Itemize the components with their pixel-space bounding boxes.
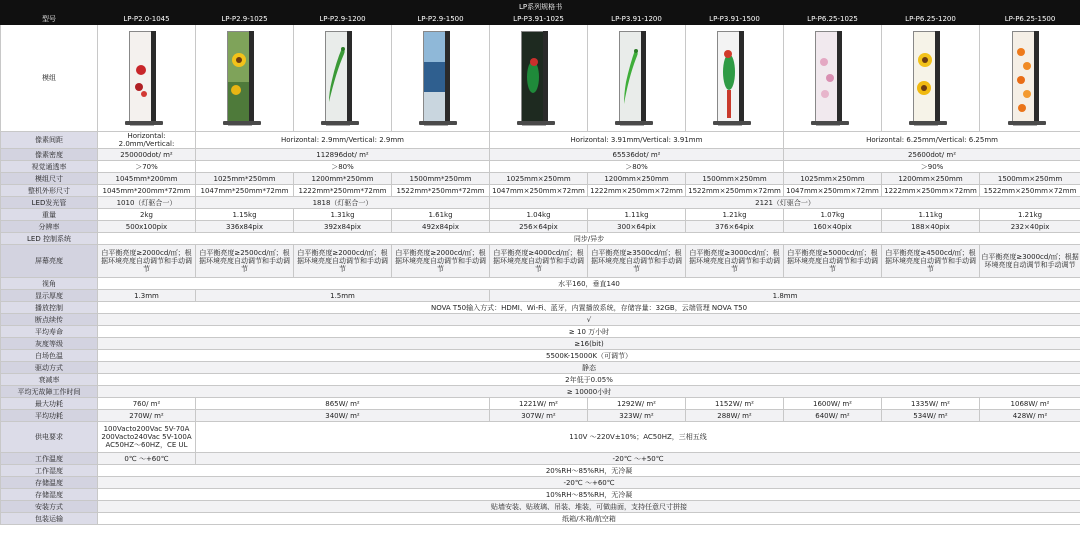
- spec-value: 188×40pix: [882, 221, 980, 233]
- spec-value: 640W/ m²: [784, 410, 882, 422]
- model-name: LP-P2.0-1045: [98, 13, 196, 25]
- spec-value: ＞90%: [784, 161, 1080, 173]
- spec-value: 1222mm×250mm×72mm: [588, 185, 686, 197]
- spec-row: [1, 149, 1080, 161]
- spec-row: [1, 245, 1080, 278]
- spec-value: ≥ 10 万小时: [98, 326, 1080, 338]
- row-label: LED 控制系统: [1, 233, 98, 245]
- spec-value: 白平衡亮度≥5000cd/㎡；根据环境亮度自动调节和手动调节: [784, 245, 882, 278]
- spec-value: 492x84pix: [392, 221, 490, 233]
- spec-value: 1152W/ m²: [686, 398, 784, 410]
- blossom-icon: [816, 32, 838, 124]
- spec-value: 1500mm*250mm: [392, 173, 490, 185]
- spec-row: [1, 314, 1080, 326]
- spec-value: 65536dot/ m²: [490, 149, 784, 161]
- spec-row: [1, 221, 1080, 233]
- spec-value: 1.04kg: [490, 209, 588, 221]
- spec-value: 1335W/ m²: [882, 398, 980, 410]
- spec-value: 288W/ m²: [686, 410, 784, 422]
- parrot-icon: [522, 32, 544, 124]
- spec-value: -20℃ ～+50℃: [196, 453, 1080, 465]
- spec-value: 1.07kg: [784, 209, 882, 221]
- spec-value: 376×64pix: [686, 221, 784, 233]
- row-label: 显示厚度: [1, 290, 98, 302]
- spec-value: 428W/ m²: [980, 410, 1080, 422]
- spec-row: [1, 465, 1080, 477]
- row-label: 平均无故障工作时间: [1, 386, 98, 398]
- spec-value: 1025mm*250mm: [196, 173, 294, 185]
- row-label: 屏幕亮度: [1, 245, 98, 278]
- spec-value: 1200mm×250mm: [588, 173, 686, 185]
- spec-value: 307W/ m²: [490, 410, 588, 422]
- row-label: 包装运输: [1, 513, 98, 525]
- row-label: 存储温度: [1, 477, 98, 489]
- spec-value: 323W/ m²: [588, 410, 686, 422]
- spec-row: [1, 161, 1080, 173]
- spec-value: 1292W/ m²: [588, 398, 686, 410]
- spec-value: 1068W/ m²: [980, 398, 1080, 410]
- spec-value: 1045mm*200mm: [98, 173, 196, 185]
- spec-value: 1.3mm: [98, 290, 196, 302]
- spec-value: Horizontal: 3.91mm/Vertical: 3.91mm: [490, 132, 784, 149]
- spec-value: 白平衡亮度≥2000cd/㎡；根据环境亮度自动调节和手动调节: [294, 245, 392, 278]
- row-label: 模组尺寸: [1, 173, 98, 185]
- spec-value: 白平衡亮度≥2000cd/㎡；根据环境亮度自动调节和手动调节: [392, 245, 490, 278]
- spec-value: 1221W/ m²: [490, 398, 588, 410]
- spec-value: 1047mm×250mm×72mm: [490, 185, 588, 197]
- spec-value: 336x84pix: [196, 221, 294, 233]
- spec-row: [1, 410, 1080, 422]
- spec-value: 256×64pix: [490, 221, 588, 233]
- spec-value: 同步/异步: [98, 233, 1080, 245]
- spec-value: ＞70%: [98, 161, 196, 173]
- model-name: LP-P3.91-1025: [490, 13, 588, 25]
- product-image: [588, 25, 686, 132]
- spec-value: 2kg: [98, 209, 196, 221]
- spec-value: 1.11kg: [882, 209, 980, 221]
- spec-row: [1, 513, 1080, 525]
- spec-value: -20℃ ～+60℃: [98, 477, 1080, 489]
- spec-value: 300×64pix: [588, 221, 686, 233]
- flower-icon: [130, 32, 152, 124]
- spec-value: 白平衡亮度≥4500cd/㎡；根据环境亮度自动调节和手动调节: [882, 245, 980, 278]
- spec-value: 1025mm×250mm: [784, 173, 882, 185]
- row-label: LED发光管: [1, 197, 98, 209]
- spec-value: 水平160，垂直140: [98, 278, 1080, 290]
- row-label: 视觉通透率: [1, 161, 98, 173]
- row-label: 白场色温: [1, 350, 98, 362]
- spec-value: NOVA T50输入方式：HDMI、Wi-Fi、蓝牙，内置播放系统，存储容量：32GB，云端管理 NOVA T50: [98, 302, 1080, 314]
- spec-value: 160×40pix: [784, 221, 882, 233]
- spec-value: 白平衡亮度≥3500cd/㎡；根据环境亮度自动调节和手动调节: [588, 245, 686, 278]
- spec-value: 1200mm*250mm: [294, 173, 392, 185]
- spec-row: [1, 489, 1080, 501]
- spec-value: 1818（灯驱合一）: [196, 197, 490, 209]
- spec-value: 1600W/ m²: [784, 398, 882, 410]
- row-label: 工作温度: [1, 453, 98, 465]
- spec-value: 25600dot/ m²: [784, 149, 1080, 161]
- lizard-icon: [620, 32, 642, 124]
- row-label: 灰度等级: [1, 338, 98, 350]
- spec-value: 白平衡亮度≥3000cd/㎡；根据环境亮度自动调节和手动调节: [686, 245, 784, 278]
- product-image: [784, 25, 882, 132]
- spec-value: 1522mm×250mm×72mm: [686, 185, 784, 197]
- spec-value: 392x84pix: [294, 221, 392, 233]
- spec-value: ≥ 10000小时: [98, 386, 1080, 398]
- spec-value: 1200mm×250mm: [882, 173, 980, 185]
- spec-value: 1222mm*250mm*72mm: [294, 185, 392, 197]
- row-label: 断点续传: [1, 314, 98, 326]
- spec-value: 1045mm*200mm*72mm: [98, 185, 196, 197]
- spec-title: LP系列规格书: [1, 1, 1080, 13]
- spec-value: 1522mm×250mm×72mm: [980, 185, 1080, 197]
- row-label: 存储湿度: [1, 489, 98, 501]
- spec-row: [1, 350, 1080, 362]
- spec-row: [1, 386, 1080, 398]
- model-name: LP-P2.9-1500: [392, 13, 490, 25]
- spec-value: Horizontal: 2.0mm/Vertical:: [98, 132, 196, 149]
- spec-value: ≥16(bit): [98, 338, 1080, 350]
- product-image: [98, 25, 196, 132]
- spec-value: 1.15kg: [196, 209, 294, 221]
- spec-value: 静态: [98, 362, 1080, 374]
- spec-value: 白平衡亮度≥4000cd/㎡；根据环境亮度自动调节和手动调节: [490, 245, 588, 278]
- row-label: 整机外形尺寸: [1, 185, 98, 197]
- spec-value: 1.31kg: [294, 209, 392, 221]
- spec-value: 白平衡亮度≥2500cd/㎡；根据环境亮度自动调节和手动调节: [196, 245, 294, 278]
- spec-value: Horizontal: 2.9mm/Vertical: 2.9mm: [196, 132, 490, 149]
- spec-value: 1.11kg: [588, 209, 686, 221]
- row-label: 视角: [1, 278, 98, 290]
- spec-row: [1, 398, 1080, 410]
- module-image-row: [1, 25, 1080, 132]
- spec-row: [1, 422, 1080, 453]
- row-label: 播放控制: [1, 302, 98, 314]
- spec-value: 1500mm×250mm: [980, 173, 1080, 185]
- spec-row: [1, 233, 1080, 245]
- row-label: 重量: [1, 209, 98, 221]
- row-label: 像素密度: [1, 149, 98, 161]
- model-name: LP-P6.25-1500: [980, 13, 1080, 25]
- row-label: 衰减率: [1, 374, 98, 386]
- sunflower-icon: [228, 32, 250, 124]
- product-image: [980, 25, 1080, 132]
- spec-value: 1.21kg: [686, 209, 784, 221]
- row-label: 最大功耗: [1, 398, 98, 410]
- spec-row: [1, 362, 1080, 374]
- model-name: LP-P6.25-1200: [882, 13, 980, 25]
- spec-value: 110V ～220V±10%；AC50HZ，三相五线: [196, 422, 1080, 453]
- spec-value: 2121（灯驱合一）: [490, 197, 1080, 209]
- model-name: LP-P3.91-1500: [686, 13, 784, 25]
- product-image: [686, 25, 784, 132]
- spec-value: 20%RH～85%RH，无冷凝: [98, 465, 1080, 477]
- spec-value: 1.5mm: [196, 290, 490, 302]
- spec-value: 10%RH～85%RH，无冷凝: [98, 489, 1080, 501]
- spec-value: 1500mm×250mm: [686, 173, 784, 185]
- spec-row: [1, 290, 1080, 302]
- spec-value: 纸箱/木箱/航空箱: [98, 513, 1080, 525]
- spec-row: [1, 338, 1080, 350]
- spec-value: 232×40pix: [980, 221, 1080, 233]
- spec-value: 1522mm*250mm*72mm: [392, 185, 490, 197]
- product-image: [196, 25, 294, 132]
- model-name: LP-P2.9-1200: [294, 13, 392, 25]
- spec-row: [1, 173, 1080, 185]
- spec-row: [1, 374, 1080, 386]
- spec-value: 贴墙安装、贴玻璃、吊装、堆装，可做曲面，支持任意尺寸拼接: [98, 501, 1080, 513]
- model-name: LP-P3.91-1200: [588, 13, 686, 25]
- row-label: 工作湿度: [1, 465, 98, 477]
- row-label: 驱动方式: [1, 362, 98, 374]
- spec-value: ＞80%: [196, 161, 490, 173]
- spec-value: 2年低于0.05%: [98, 374, 1080, 386]
- header-label: 型号: [1, 13, 98, 25]
- spec-value: 865W/ m²: [196, 398, 490, 410]
- spec-value: 1.21kg: [980, 209, 1080, 221]
- row-label: 像素间距: [1, 132, 98, 149]
- spec-value: 1010（灯驱合一）: [98, 197, 196, 209]
- spec-value: 白平衡亮度≥3000cd/㎡；根据环境亮度自动调节和手动调节: [980, 245, 1080, 278]
- spec-value: 1.8mm: [490, 290, 1080, 302]
- spec-row: [1, 453, 1080, 465]
- spec-row: [1, 185, 1080, 197]
- spec-value: 112896dot/ m²: [196, 149, 490, 161]
- spec-value: 340W/ m²: [196, 410, 490, 422]
- landscape-icon: [424, 32, 446, 124]
- spec-value: 270W/ m²: [98, 410, 196, 422]
- lizard-icon: [326, 32, 348, 124]
- spec-row: [1, 477, 1080, 489]
- spec-value: 1047mm*250mm*72mm: [196, 185, 294, 197]
- row-label: 平均功耗: [1, 410, 98, 422]
- spec-value: 1025mm×250mm: [490, 173, 588, 185]
- row-label: 模组: [1, 25, 98, 132]
- product-image: [882, 25, 980, 132]
- spec-value: 白平衡亮度≥2000cd/㎡；根据环境亮度自动调节和手动调节: [98, 245, 196, 278]
- row-label: 安装方式: [1, 501, 98, 513]
- spec-row: [1, 209, 1080, 221]
- row-label: 供电要求: [1, 422, 98, 453]
- spec-value: 0℃ ～+60℃: [98, 453, 196, 465]
- model-name: LP-P2.9-1025: [196, 13, 294, 25]
- product-image: [490, 25, 588, 132]
- spec-value: √: [98, 314, 1080, 326]
- flower-icon: [1013, 32, 1035, 124]
- model-name: LP-P6.25-1025: [784, 13, 882, 25]
- spec-row: [1, 132, 1080, 149]
- parrot-icon: [718, 32, 740, 124]
- spec-value: 100Vacto200Vac 5V-70A 200Vacto240Vac 5V-100A AC50HZ～60HZ，CE UL: [98, 422, 196, 453]
- spec-value: 250000dot/ m²: [98, 149, 196, 161]
- model-header-row: [1, 13, 1080, 25]
- spec-row: [1, 302, 1080, 314]
- spec-value: 534W/ m²: [882, 410, 980, 422]
- spec-value: 760/ m²: [98, 398, 196, 410]
- sunflower-icon: [914, 32, 936, 124]
- spec-row: [1, 197, 1080, 209]
- spec-row: [1, 278, 1080, 290]
- spec-value: 500x100pix: [98, 221, 196, 233]
- spec-value: 1047mm×250mm×72mm: [784, 185, 882, 197]
- product-image: [392, 25, 490, 132]
- spec-value: 1222mm×250mm×72mm: [882, 185, 980, 197]
- title-row: [1, 1, 1080, 13]
- spec-value: ＞80%: [490, 161, 784, 173]
- row-label: 分辨率: [1, 221, 98, 233]
- row-label: 平均寿命: [1, 326, 98, 338]
- spec-value: Horizontal: 6.25mm/Vertical: 6.25mm: [784, 132, 1080, 149]
- spec-row: [1, 501, 1080, 513]
- spec-row: [1, 326, 1080, 338]
- spec-value: 5500K-15000K（可调节）: [98, 350, 1080, 362]
- spec-value: 1.61kg: [392, 209, 490, 221]
- product-image: [294, 25, 392, 132]
